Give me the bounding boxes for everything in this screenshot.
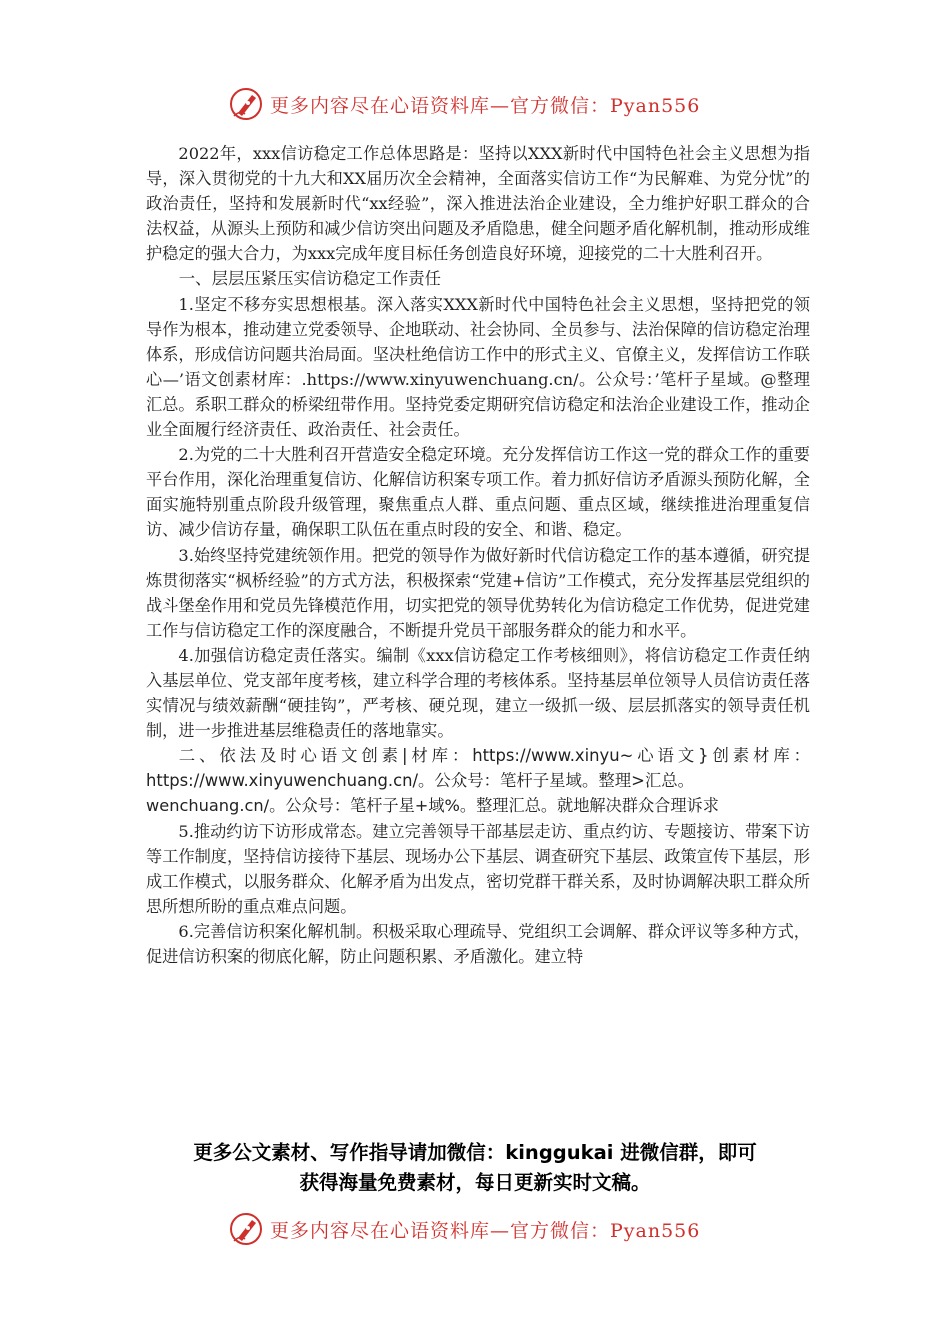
section-heading-1: 一、层层压紧压实信访稳定工作责任 <box>178 269 442 289</box>
pen-nib-logo-icon <box>228 86 264 122</box>
paragraph-item-6: 6.完善信访积案化解机制。积极采取心理疏导、党组织工会调解、群众评议等多种方式，促进信访积案的彻底化解，防止问题积累、矛盾激化。建立特 <box>146 921 810 966</box>
promo-line-2: 获得海量免费素材，每日更新实时文稿。 <box>299 1171 651 1194</box>
paragraph-item-4: 4.加强信访稳定责任落实。编制《xxx信访稳定工作考核细则》，将信访稳定工作责任纳入基层单位、党支部年度考核，建立科学合理的考核体系。坚持基层单位领导人员信访责任落实情况与绩效薪酬“硬挂钩”，严考核、硬兑现，建立一级抓一级、层层抓落实的领导责任机制，进一步推进基层维稳责任的落地靠实。 <box>146 645 810 741</box>
header-brand-text: 更多内容尽在心语资料库—官方微信：Pyan556 <box>270 94 701 117</box>
paragraph-item-5: 5.推动约访下访形成常态。建立完善领导干部基层走访、重点约访、专题接访、带案下访等工作制度，坚持信访接待下基层、现场办公下基层、调查研究下基层、政策宣传下基层，形成工作模式，以服务群众、化解矛盾为出发点，密切党群干群关系，及时协调解决职工群众所思所想所盼的重点难点问题。 <box>146 821 810 916</box>
section-heading-2: 二、依法及时心语文创素|材库：https://www.xinyu~心语文}创素材库：https://www.xinyuwenchuang.cn/。公众号：笔杆子星域。整理>汇总。 <box>146 746 810 791</box>
promo-line-1: 更多公文素材、写作指导请加微信：kinggukai 进微信群，即可 <box>193 1141 757 1164</box>
footer-brand-text: 更多内容尽在心语资料库—官方微信：Pyan556 <box>270 1219 701 1242</box>
paragraph-item-2: 2.为党的二十大胜利召开营造安全稳定环境。充分发挥信访工作这一党的群众工作的重要平台作用，深化治理重复信访、化解信访积案专项工作。着力抓好信访矛盾源头预防化解，全面实施特别重点阶段升级管理，聚焦重点人群、重点问题、重点区域，继续推进治理重复信访、减少信访存量，确保职工队伍在重点时段的安全、和谐、稳定。 <box>146 445 810 540</box>
paragraph-item-1: 1.坚定不移夯实思想根基。深入落实XXX新时代中国特色社会主义思想，坚持把党的领导作为根本，推动建立党委领导、企地联动、社会协同、全员参与、法治保障的信访稳定治理体系，形成信访问题共治局面。坚决杜绝信访工作中的形式主义、官僚主义，发挥信访工作联心—’语文创素材库：.https://www.xinyuwenchuang.cn/。公众号：’笔杆子星域。@整理汇总。系职工群众的桥梁纽带作用。坚持党委定期研究信访稳定和法治企业建设工作，推动企业全面履行经济责任、政治责任、社会责任。 <box>146 294 810 440</box>
footer-brand <box>228 1209 728 1249</box>
pen-nib-logo-icon <box>228 1211 264 1247</box>
paragraph-intro: 2022年，xxx信访稳定工作总体思路是：坚持以XXX新时代中国特色社会主义思想为指导，深入贯彻党的十九大和XX届历次全会精神，全面落实信访工作“为民解难、为党分忧”的政治责任，坚持和发展新时代“xx经验”，深入推进法治企业建设，全力维护好职工群众的合法权益，从源头上预防和减少信访突出问题及矛盾隐患，健全问题矛盾化解机制，推动形成维护稳定的强大合力，为xxx完成年度目标任务创造良好环境，迎接党的二十大胜利召开。 <box>146 144 810 264</box>
document-body <box>146 141 810 969</box>
paragraph-item-3: 3.始终坚持党建统领作用。把党的领导作为做好新时代信访稳定工作的基本遵循，研究提炼贯彻落实“枫桥经验”的方式方法，积极探索“党建+信访”工作模式，充分发挥基层党组织的战斗堡垒作用和党员先锋模范作用，切实把党的领导优势转化为信访稳定工作优势，促进党建工作与信访稳定工作的深度融合，不断提升党员干部服务群众的能力和水平。 <box>146 545 810 640</box>
section-heading-2-continued: wenchuang.cn/。公众号：笔杆子星+域%。整理汇总。就地解决群众合理诉求 <box>146 796 719 816</box>
promo-notice <box>120 1138 830 1198</box>
header-brand <box>228 84 728 124</box>
